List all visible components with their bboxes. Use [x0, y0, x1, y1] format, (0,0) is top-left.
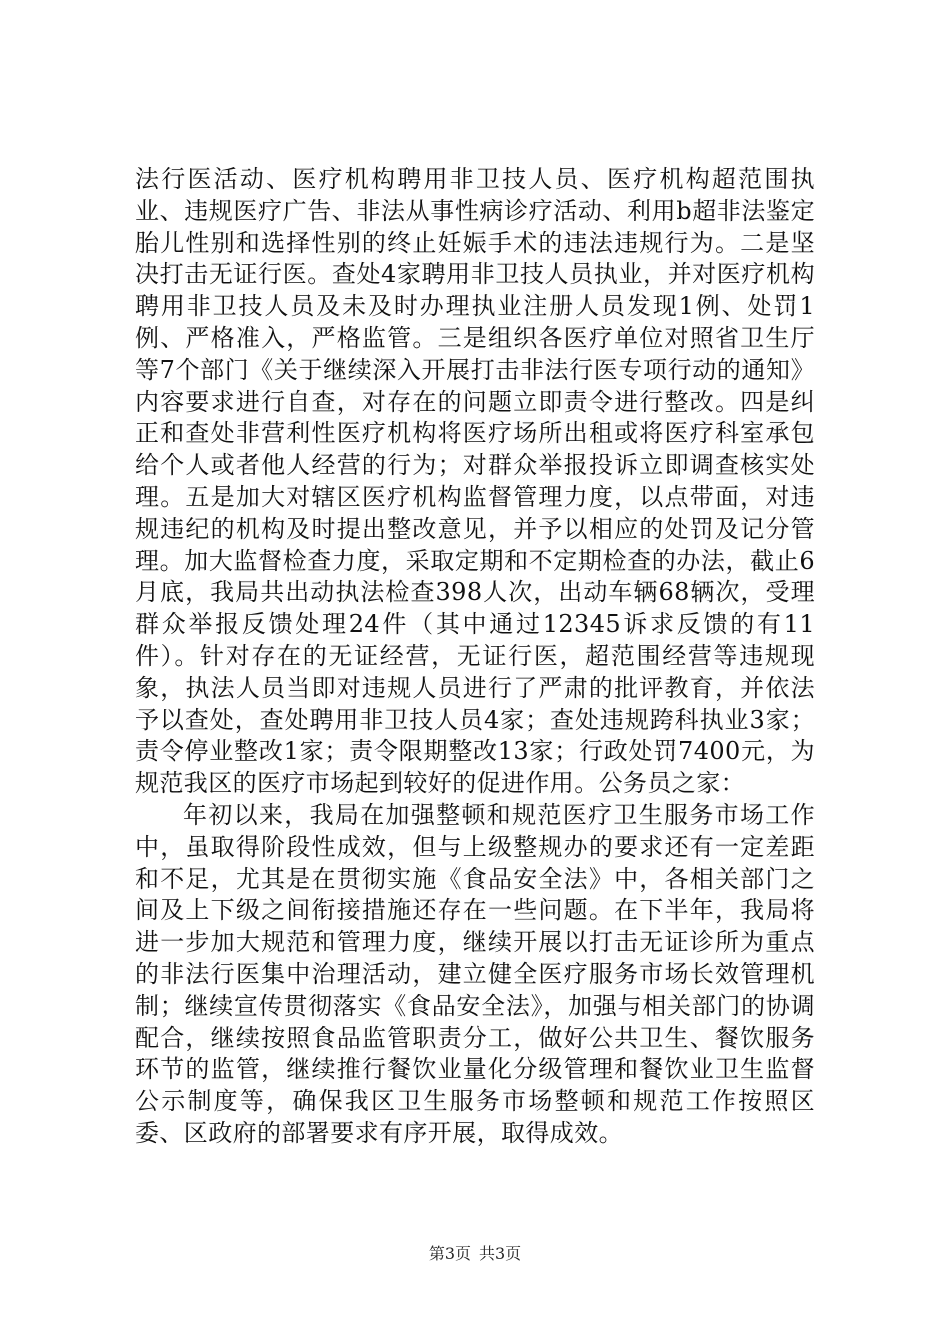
paragraph-second: 年初以来，我局在加强整顿和规范医疗卫生服务市场工作中，虽取得阶段性成效，但与上级整规办的要求还有一定差距和不足，尤其是在贯彻实施《食品安全法》中，各相关部门之间及上下级之间衔接措施还存在一些问题。在下半年，我局将进一步加大规范和管理力度，继续开展以打击无证诊所为重点的非法行医集中治理活动，建立健全医疗服务市场长效管理机制；继续宣传贯彻落实《食品安全法》，加强与相关部门的协调配合，继续按照食品监管职责分工，做好公共卫生、餐饮服务环节的监管，继续推行餐饮业量化分级管理和餐饮业卫生监督公示制度等，确保我区卫生服务市场整顿和规范工作按照区委、区政府的部署要求有序开展，取得成效。 — [135, 800, 815, 1147]
page-footer — [0, 1244, 950, 1264]
page-number-total: 共3页 — [479, 1244, 522, 1263]
paragraph-continuation: 法行医活动、医疗机构聘用非卫技人员、医疗机构超范围执业、违规医疗广告、非法从事性病诊疗活动、利用b超非法鉴定胎儿性别和选择性别的终止妊娠手术的违法违规行为。二是坚决打击无证行医。查处4家聘用非卫技人员执业，并对医疗机构聘用非卫技人员及未及时办理执业注册人员发现1例、处罚1例、严格准入，严格监管。三是组织各医疗单位对照省卫生厅等7个部门《关于继续深入开展打击非法行医专项行动的通知》内容要求进行自查，对存在的问题立即责令进行整改。四是纠正和查处非营利性医疗机构将医疗场所出租或将医疗科室承包给个人或者他人经营的行为；对群众举报投诉立即调查核实处理。五是加大对辖区医疗机构监督管理力度，以点带面，对违规违纪的机构及时提出整改意见，并予以相应的处罚及记分管理。加大监督检查力度，采取定期和不定期检查的办法，截止6月底，我局共出动执法检查398人次，出动车辆68辆次，受理群众举报反馈处理24件（其中通过12345诉求反馈的有11件）。针对存在的无证经营，无证行医，超范围经营等违规现象，执法人员当即对违规人员进行了严肃的批评教育，并依法予以查处，查处聘用非卫技人员4家；查处违规跨科执业3家；责令停业整改1家；责令限期整改13家；行政处罚7400元，为规范我区的医疗市场起到较好的促进作用。公务员之家： — [135, 165, 815, 798]
page-number-current: 第3页 — [428, 1244, 471, 1263]
document-body — [135, 164, 815, 1150]
